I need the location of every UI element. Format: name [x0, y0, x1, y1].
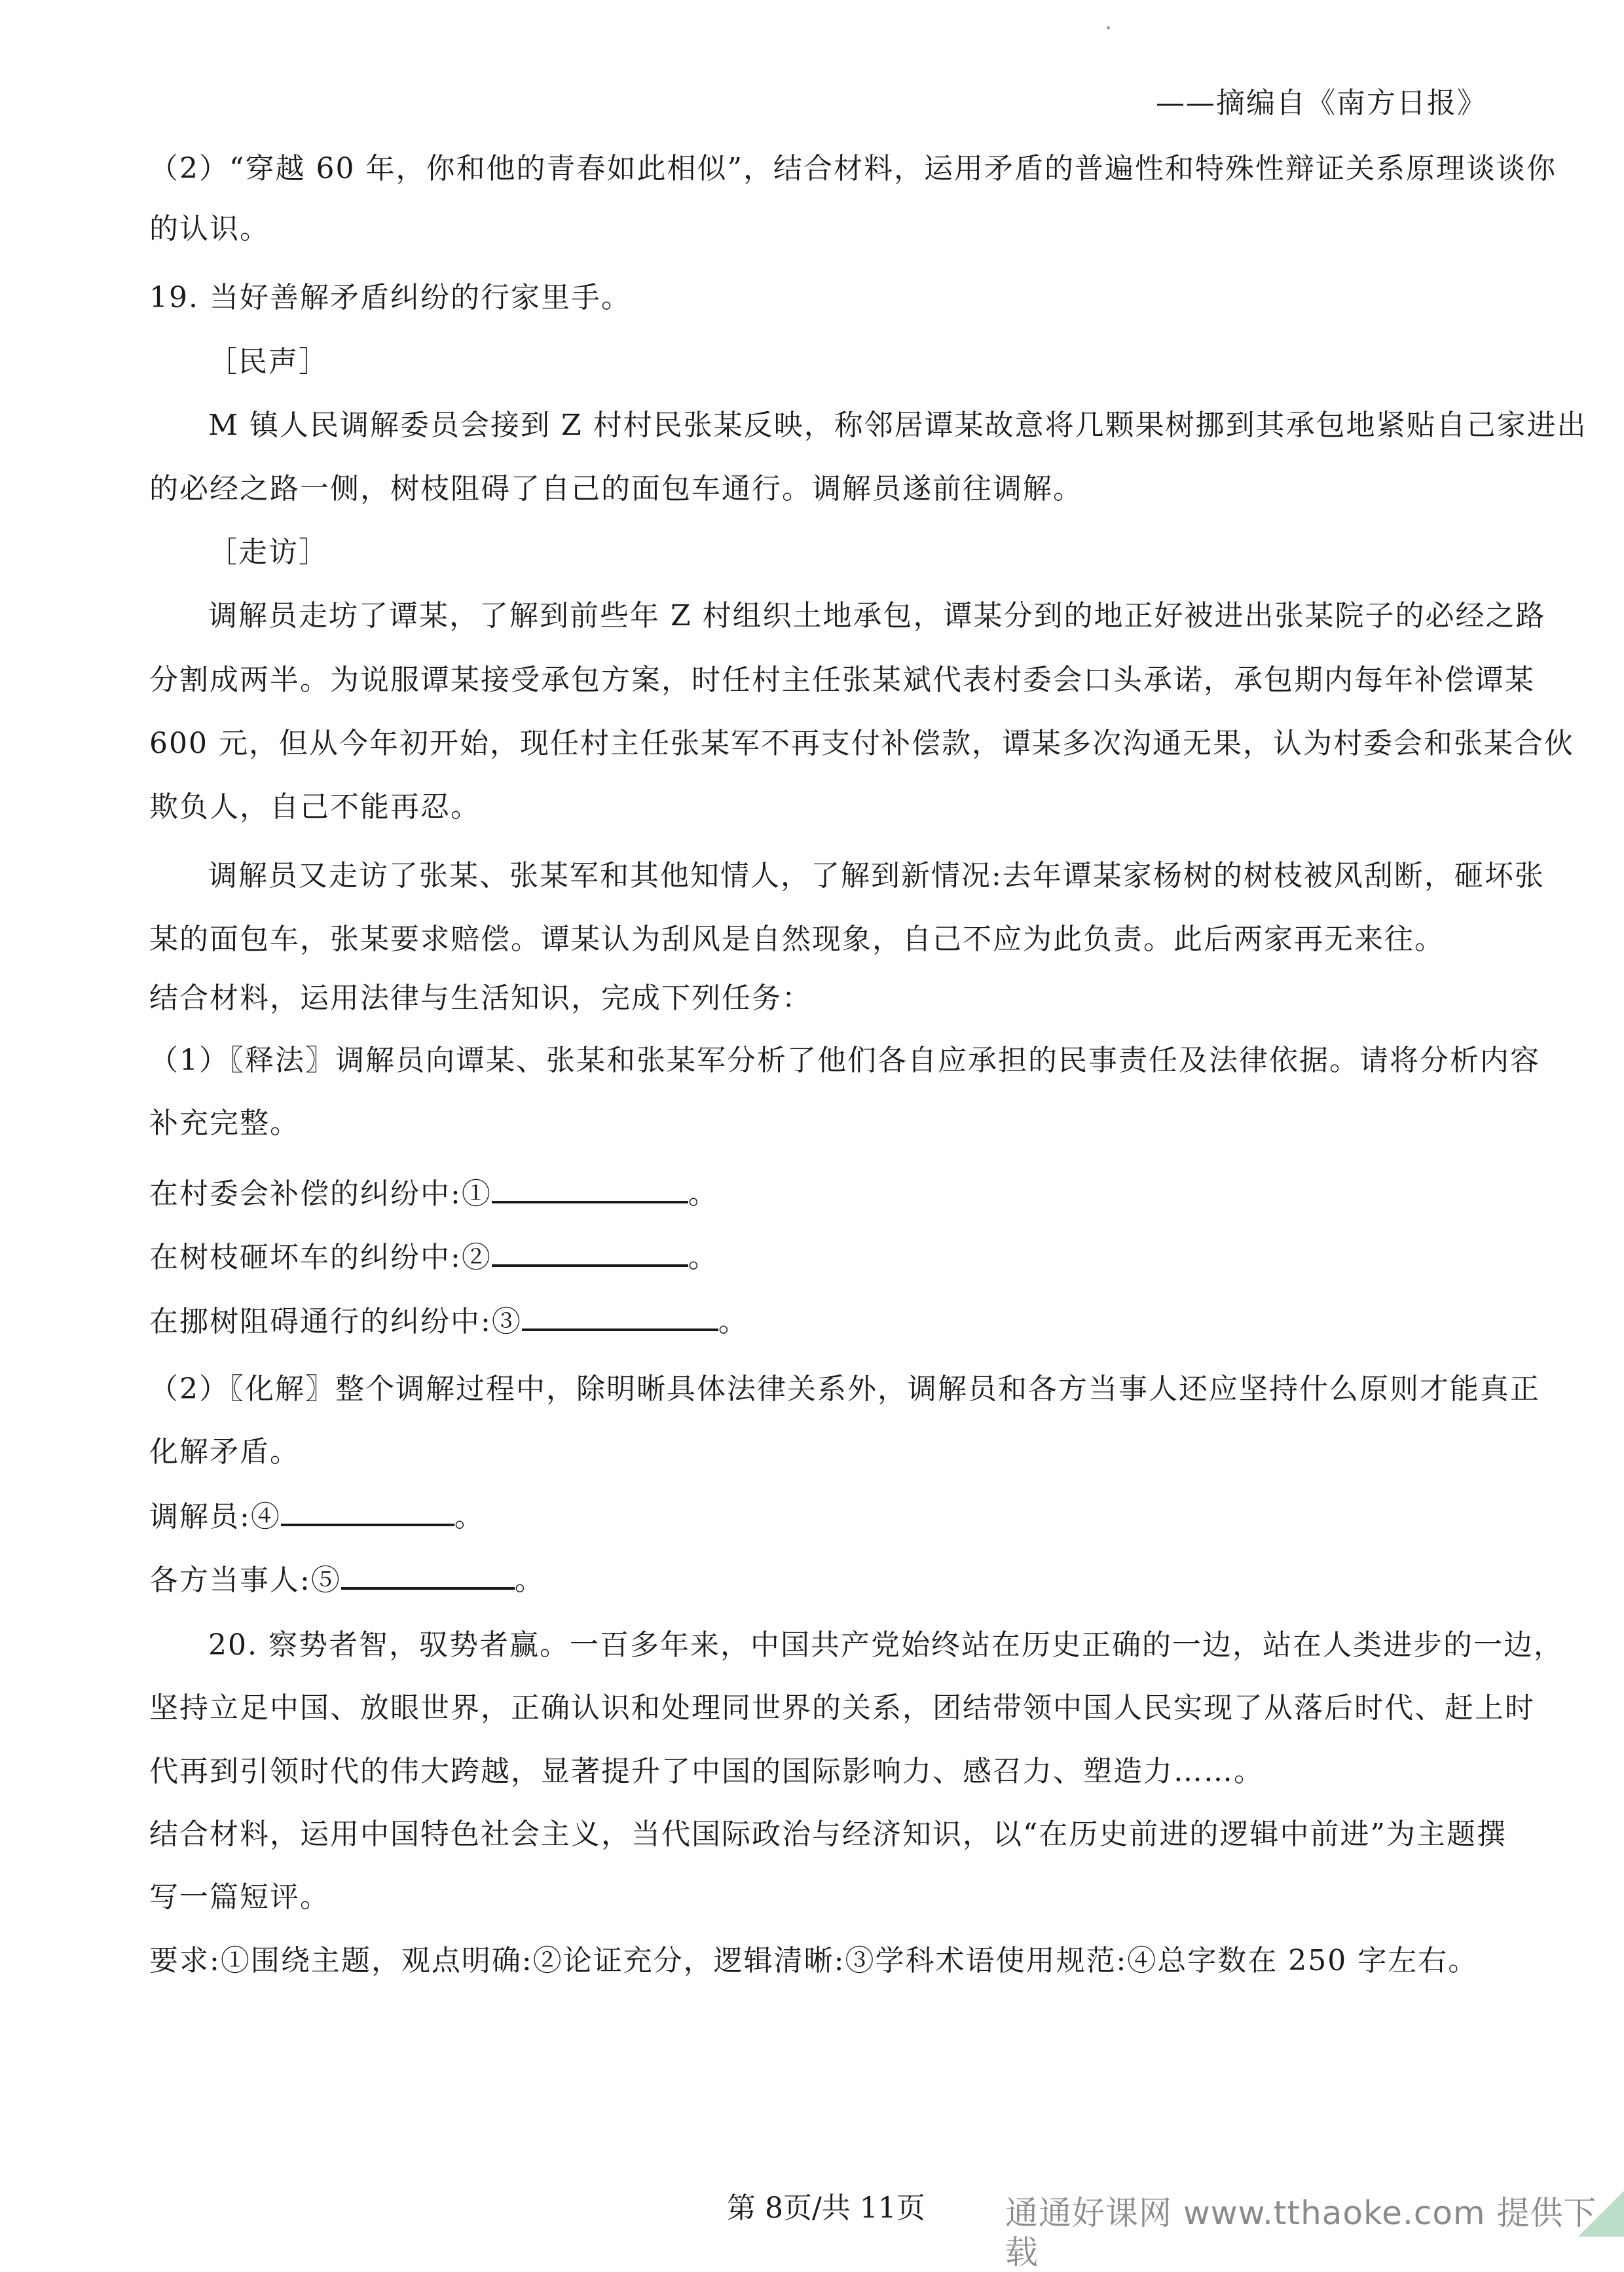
q20-requirements: 要求:①围绕主题，观点明确:②论证充分，逻辑清晰:③学科术语使用规范:④总字数在 250 字左右。	[149, 1944, 1479, 1977]
fill-1-period: 。	[688, 1177, 718, 1211]
fill-5-label: 各方当事人:⑤	[149, 1564, 341, 1597]
source-line: ——摘编自《南方日报》	[1156, 86, 1487, 120]
q19-p2-line4: 欺负人，自己不能再忍。	[149, 790, 481, 824]
q19-fill-4	[149, 1497, 485, 1535]
fill-2-label: 在树枝砸坏车的纠纷中:②	[149, 1241, 492, 1274]
q20-line5: 写一篇短评。	[149, 1880, 330, 1914]
scan-dot	[1107, 26, 1110, 29]
q20-line1: 20. 察势者智，驭势者赢。一百多年来，中国共产党始终站在历史正确的一边，站在人类进步的一边，	[208, 1628, 1564, 1662]
q19-sub2-line2: 化解矛盾。	[149, 1435, 300, 1469]
fill-1-label: 在村委会补偿的纠纷中:①	[149, 1177, 492, 1211]
fill-4-label: 调解员:④	[149, 1500, 281, 1533]
q19-p3-line2: 某的面包车，张某要求赔偿。谭某认为刮风是自然现象，自己不应为此负责。此后两家再无来往。	[149, 923, 1445, 956]
q19-fill-1	[149, 1175, 718, 1213]
fill-5-period: 。	[514, 1564, 545, 1597]
q19-p3-line1: 调解员又走访了张某、张某军和其他知情人，了解到新情况:去年谭某家杨树的树枝被风刮断，砸坏张	[208, 859, 1545, 892]
answer-blank-5[interactable]	[341, 1561, 515, 1590]
answer-blank-3[interactable]	[522, 1302, 718, 1331]
page-number: 第 8页/共 11页	[727, 2191, 925, 2225]
q19-sub2-line1: （2）〖化解〗整个调解过程中，除明晰具体法律关系外，调解员和各方当事人还应坚持什么原则才能真正	[149, 1372, 1540, 1406]
q19-sub1-line1: （1）〖释法〗调解员向谭某、张某和张某军分析了他们各自应承担的民事责任及法律依据。请将分析内容	[149, 1044, 1540, 1077]
q18-2-line2: 的认识。	[149, 212, 270, 246]
q19-task: 结合材料，运用法律与生活知识，完成下列任务：	[149, 981, 812, 1015]
fill-3-period: 。	[718, 1305, 748, 1338]
q19-p2-line2: 分割成两半。为说服谭某接受承包方案，时任村主任张某斌代表村委会口头承诺，承包期内每年补偿谭某	[149, 663, 1535, 697]
answer-blank-1[interactable]	[492, 1175, 688, 1203]
fill-4-period: 。	[454, 1500, 485, 1533]
q20-line3: 代再到引领时代的伟大跨越，显著提升了中国的国际影响力、感召力、塑造力……。	[149, 1755, 1264, 1788]
fill-2-period: 。	[688, 1241, 718, 1274]
answer-blank-4[interactable]	[281, 1497, 454, 1526]
q18-2-line1: （2）“穿越 60 年，你和他的青春如此相似”，结合材料，运用矛盾的普遍性和特殊性辩证关系原理谈谈你	[149, 152, 1557, 185]
corner-mark	[1578, 2191, 1624, 2237]
watermark-text: 通通好课网 www.tthaoke.com 提供下载	[1005, 2194, 1597, 2271]
q19-section-minsheng: ［民声］	[208, 345, 329, 378]
q20-line4: 结合材料，运用中国特色社会主义，当代国际政治与经济知识，以“在历史前进的逻辑中前进”为主题撰	[149, 1818, 1507, 1851]
q19-p2-line1: 调解员走坊了谭某，了解到前些年 Z 村组织土地承包，谭某分到的地正好被进出张某院子的必经之路	[208, 599, 1546, 632]
q19-title: 19. 当好善解矛盾纠纷的行家里手。	[149, 281, 631, 314]
fill-3-label: 在挪树阻碍通行的纠纷中:③	[149, 1305, 522, 1338]
answer-blank-2[interactable]	[492, 1238, 688, 1267]
q19-p1-line2: 的必经之路一侧，树枝阻碍了自己的面包车通行。调解员遂前往调解。	[149, 472, 1083, 505]
q19-fill-5	[149, 1561, 545, 1599]
q19-sub1-line2: 补充完整。	[149, 1107, 300, 1140]
q19-section-zoufang: ［走访］	[208, 536, 329, 569]
q19-p2-line3: 600 元，但从今年初开始，现任村主任张某军不再支付补偿款，谭某多次沟通无果，认为村委会和张某合伙	[149, 727, 1574, 760]
q19-fill-3	[149, 1302, 748, 1340]
q20-line2: 坚持立足中国、放眼世界，正确认识和处理同世界的关系，团结带领中国人民实现了从落后时代、赶上时	[149, 1691, 1535, 1725]
q19-p1-line1: M 镇人民调解委员会接到 Z 村村民张某反映，称邻居谭某故意将几颗果树挪到其承包地紧贴自己家进出	[208, 409, 1587, 442]
q19-fill-2	[149, 1238, 718, 1276]
